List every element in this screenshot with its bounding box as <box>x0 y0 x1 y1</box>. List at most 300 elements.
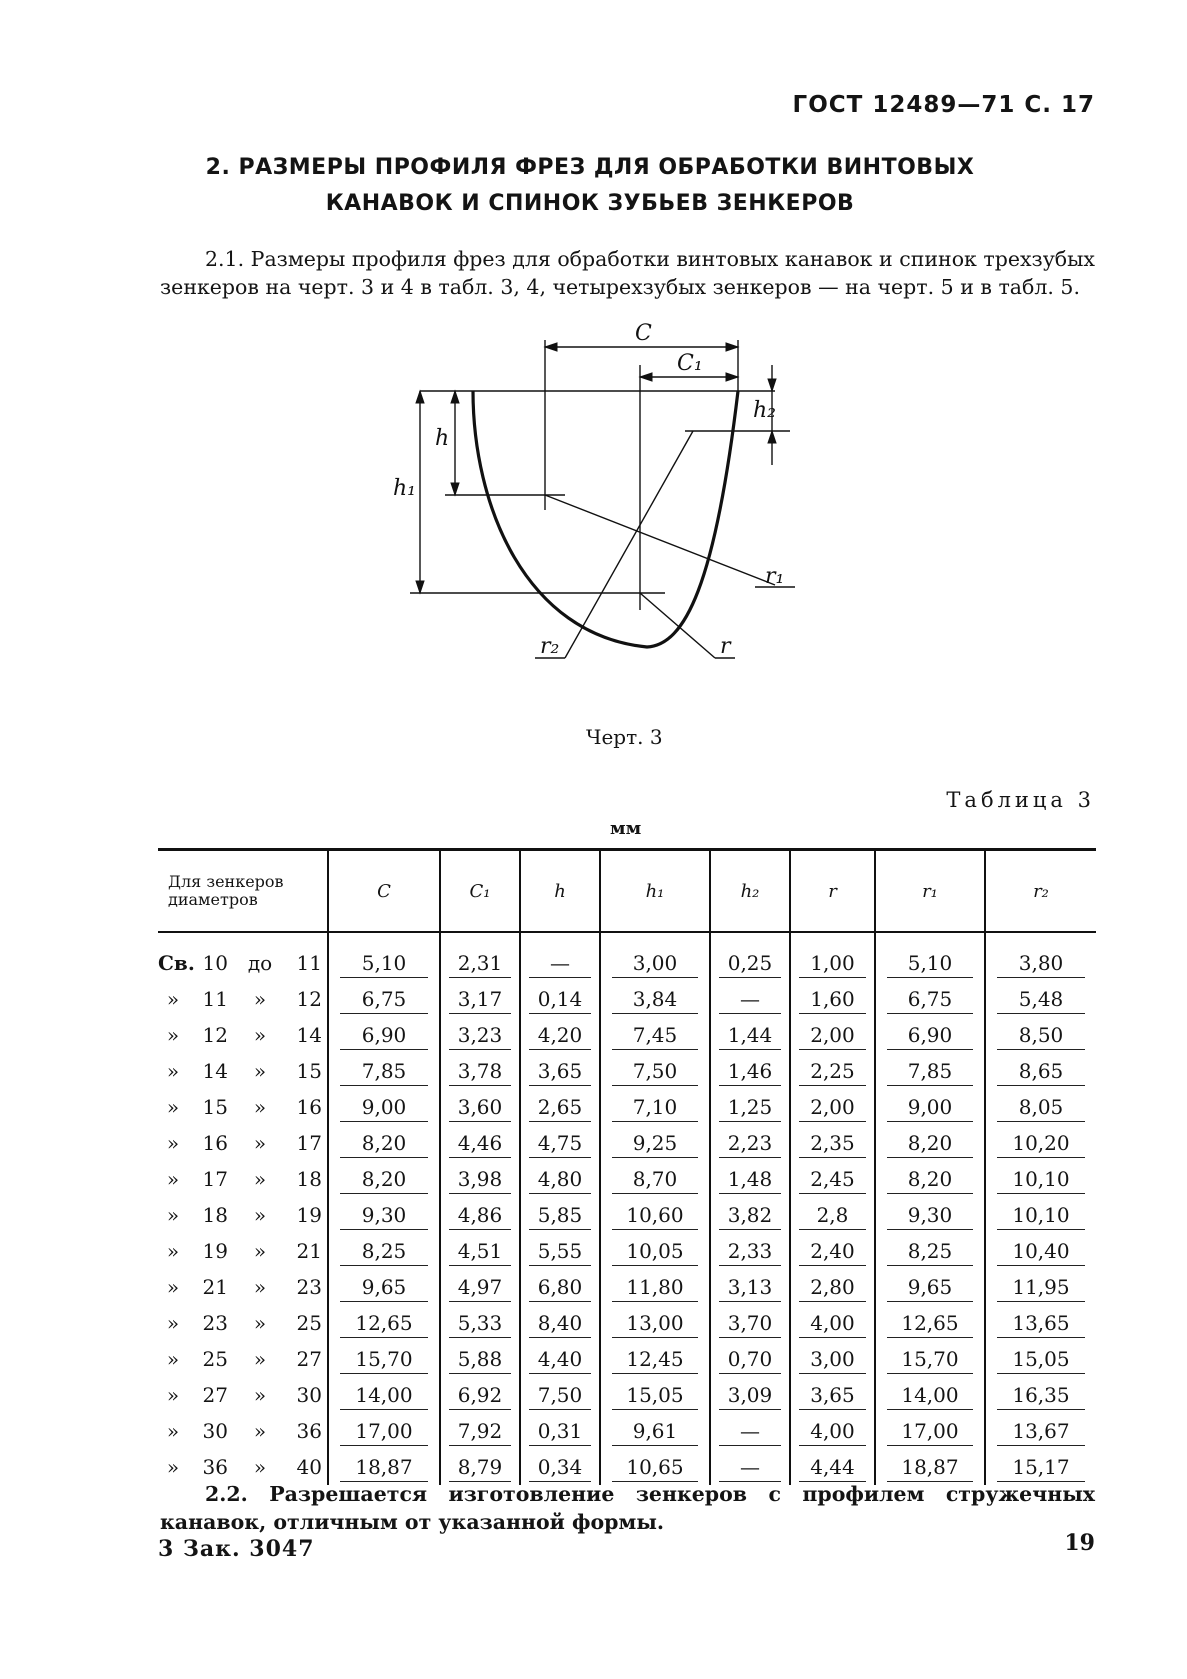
range-to: 21 <box>296 1239 322 1263</box>
range-sep: » <box>253 1455 267 1479</box>
print-order-code: 3 Зак. 3047 <box>158 1536 315 1562</box>
cell-value: 8,25 <box>340 1237 428 1266</box>
cell-r1 <box>875 981 985 1017</box>
r2-radius-line <box>565 431 693 658</box>
section-title-line-2: КАНАВОК И СПИНОК ЗУБЬЕВ ЗЕНКЕРОВ <box>325 191 855 216</box>
cell-r2 <box>985 1341 1096 1377</box>
range-prefix: » <box>166 1023 180 1047</box>
table-row <box>158 1269 1096 1305</box>
cell-r <box>790 1017 875 1053</box>
cell-r2 <box>985 1125 1096 1161</box>
range-from: 14 <box>202 1059 228 1083</box>
cell-r1 <box>875 1053 985 1089</box>
table-header-row <box>158 850 1096 933</box>
cell-h1 <box>600 1341 710 1377</box>
table-row <box>158 1377 1096 1413</box>
cell-value: 5,85 <box>529 1201 591 1230</box>
table-row <box>158 1305 1096 1341</box>
range-to: 14 <box>296 1023 322 1047</box>
cell-r1 <box>875 1377 985 1413</box>
cell-value: 8,20 <box>340 1129 428 1158</box>
cell-value: 2,65 <box>529 1093 591 1122</box>
cell-value: 3,78 <box>449 1057 511 1086</box>
cell-value: 2,00 <box>799 1093 865 1122</box>
diameter-range-label <box>158 1419 327 1443</box>
cell-value: 3,98 <box>449 1165 511 1194</box>
cell-c <box>328 1341 440 1377</box>
cell-value: 15,70 <box>887 1345 973 1374</box>
cell-c1 <box>440 1413 520 1449</box>
cell-h2 <box>710 1125 790 1161</box>
cell-c <box>328 1305 440 1341</box>
cell-r2 <box>985 1269 1096 1305</box>
range-from: 11 <box>202 987 228 1011</box>
range-to: 23 <box>296 1275 322 1299</box>
cell-value: 1,00 <box>799 949 865 978</box>
label-c: C <box>635 321 652 346</box>
cell-c1 <box>440 1233 520 1269</box>
range-from: 18 <box>202 1203 228 1227</box>
header-r1: r₁ <box>875 850 985 933</box>
cell-r <box>790 1053 875 1089</box>
cell-r1 <box>875 1269 985 1305</box>
cell-value: 5,55 <box>529 1237 591 1266</box>
table-body <box>158 932 1096 1485</box>
cell-h1 <box>600 1053 710 1089</box>
cell-value: 1,60 <box>799 985 865 1014</box>
cell-h2 <box>710 1233 790 1269</box>
range-from: 23 <box>202 1311 228 1335</box>
cell-value: 9,30 <box>887 1201 973 1230</box>
header-r2: r₂ <box>985 850 1096 933</box>
table-row <box>158 1161 1096 1197</box>
cell-h <box>520 1197 600 1233</box>
diameter-range-label <box>158 1023 327 1047</box>
header-diameter <box>158 850 328 933</box>
cell-value: 2,40 <box>799 1237 865 1266</box>
cell-value: 4,75 <box>529 1129 591 1158</box>
table-row <box>158 1017 1096 1053</box>
range-prefix: » <box>166 1383 180 1407</box>
cell-value: 14,00 <box>340 1381 428 1410</box>
cell-value: 8,65 <box>997 1057 1085 1086</box>
cell-value: 12,65 <box>887 1309 973 1338</box>
cell-value: 0,70 <box>719 1345 781 1374</box>
cell-value: 2,31 <box>449 949 511 978</box>
table-row <box>158 1233 1096 1269</box>
range-to: 19 <box>296 1203 322 1227</box>
cell-value: 5,10 <box>340 949 428 978</box>
cell-h2 <box>710 1089 790 1125</box>
diameter-range-label <box>158 1059 327 1083</box>
cell-h1 <box>600 1125 710 1161</box>
range-from: 16 <box>202 1131 228 1155</box>
cell-h2 <box>710 1269 790 1305</box>
cell-value: 11,80 <box>612 1273 698 1302</box>
cell-value: 5,48 <box>997 985 1085 1014</box>
cell-diameter-range <box>158 1161 328 1197</box>
cell-r2 <box>985 1161 1096 1197</box>
r1-radius-line <box>545 495 775 585</box>
range-prefix: Св. <box>158 951 195 975</box>
cell-value: 7,85 <box>887 1057 973 1086</box>
cell-c <box>328 1125 440 1161</box>
cell-value: 9,30 <box>340 1201 428 1230</box>
cell-value: 7,92 <box>449 1417 511 1446</box>
page-number: 19 <box>1064 1530 1095 1556</box>
range-from: 30 <box>202 1419 228 1443</box>
range-prefix: » <box>166 1239 180 1263</box>
cell-value: 2,8 <box>799 1201 865 1230</box>
range-prefix: » <box>166 1419 180 1443</box>
cell-c1 <box>440 1161 520 1197</box>
cell-r2 <box>985 1197 1096 1233</box>
cell-h2 <box>710 932 790 981</box>
cell-r1 <box>875 1341 985 1377</box>
cell-r1 <box>875 1233 985 1269</box>
cell-r1 <box>875 1305 985 1341</box>
range-prefix: » <box>166 987 180 1011</box>
cell-c <box>328 1161 440 1197</box>
cell-value: 8,70 <box>612 1165 698 1194</box>
cell-value: 4,00 <box>799 1417 865 1446</box>
cell-value: 2,45 <box>799 1165 865 1194</box>
range-from: 10 <box>202 951 228 975</box>
cell-diameter-range <box>158 1269 328 1305</box>
cell-value: — <box>719 1453 781 1482</box>
cell-r1 <box>875 1017 985 1053</box>
range-from: 36 <box>202 1455 228 1479</box>
table-row <box>158 1089 1096 1125</box>
cell-value: 10,20 <box>997 1129 1085 1158</box>
cell-c <box>328 1233 440 1269</box>
range-sep: до <box>247 951 273 975</box>
cell-value: 7,50 <box>529 1381 591 1410</box>
cell-r2 <box>985 1053 1096 1089</box>
cell-value: 3,00 <box>612 949 698 978</box>
cell-r1 <box>875 1089 985 1125</box>
cell-h <box>520 1233 600 1269</box>
range-prefix: » <box>166 1167 180 1191</box>
cell-h2 <box>710 1017 790 1053</box>
cell-diameter-range <box>158 1377 328 1413</box>
paragraph-2-1 <box>160 245 1095 301</box>
cell-value: 13,65 <box>997 1309 1085 1338</box>
cell-value: 2,33 <box>719 1237 781 1266</box>
cell-h2 <box>710 1341 790 1377</box>
range-to: 27 <box>296 1347 322 1371</box>
diameter-range-label <box>158 1095 327 1119</box>
paragraph-2-2-text: 2.2. Разрешается изготовление зенкеров с профилем стружечных канавок, отличным от указанной формы. <box>160 1482 1095 1534</box>
diameter-range-label <box>158 1131 327 1155</box>
cell-value: 4,20 <box>529 1021 591 1050</box>
range-prefix: » <box>166 1347 180 1371</box>
cell-diameter-range <box>158 981 328 1017</box>
cell-diameter-range <box>158 1089 328 1125</box>
cell-r2 <box>985 1305 1096 1341</box>
diameter-range-label <box>158 1383 327 1407</box>
cell-c <box>328 1413 440 1449</box>
label-r2: r₂ <box>540 634 560 659</box>
diameter-range-label <box>158 1167 327 1191</box>
cell-value: — <box>719 1417 781 1446</box>
cell-value: 3,60 <box>449 1093 511 1122</box>
cell-c <box>328 1053 440 1089</box>
cell-h <box>520 1053 600 1089</box>
cell-value: 8,50 <box>997 1021 1085 1050</box>
cell-value: 4,80 <box>529 1165 591 1194</box>
cell-value: 1,46 <box>719 1057 781 1086</box>
cell-h <box>520 932 600 981</box>
cell-h <box>520 1125 600 1161</box>
cell-value: 8,25 <box>887 1237 973 1266</box>
cell-c1 <box>440 1017 520 1053</box>
cell-value: 3,65 <box>799 1381 865 1410</box>
cell-value: 4,40 <box>529 1345 591 1374</box>
cell-value: 4,86 <box>449 1201 511 1230</box>
cell-value: 2,25 <box>799 1057 865 1086</box>
cell-value: 0,14 <box>529 985 591 1014</box>
cell-value: 4,97 <box>449 1273 511 1302</box>
cell-h1 <box>600 1413 710 1449</box>
cell-c1 <box>440 1053 520 1089</box>
cell-value: 3,23 <box>449 1021 511 1050</box>
table-units: мм <box>610 818 642 839</box>
cell-c <box>328 1017 440 1053</box>
header-diameter-line-2: диаметров <box>168 890 258 909</box>
range-to: 25 <box>296 1311 322 1335</box>
cell-value: 3,84 <box>612 985 698 1014</box>
label-c1: C₁ <box>677 351 703 376</box>
cell-value: 4,00 <box>799 1309 865 1338</box>
cell-r2 <box>985 1017 1096 1053</box>
cell-h2 <box>710 1161 790 1197</box>
cell-h <box>520 1413 600 1449</box>
header-h: h <box>520 850 600 933</box>
cell-c1 <box>440 1377 520 1413</box>
cell-value: — <box>529 949 591 978</box>
range-to: 30 <box>296 1383 322 1407</box>
cell-value: 5,33 <box>449 1309 511 1338</box>
cell-value: 9,65 <box>340 1273 428 1302</box>
cell-value: 8,20 <box>340 1165 428 1194</box>
table-row <box>158 1197 1096 1233</box>
cell-value: 6,75 <box>340 985 428 1014</box>
cell-value: 5,10 <box>887 949 973 978</box>
cell-c <box>328 981 440 1017</box>
range-from: 19 <box>202 1239 228 1263</box>
range-sep: » <box>253 1203 267 1227</box>
cell-value: 8,40 <box>529 1309 591 1338</box>
cell-value: 10,40 <box>997 1237 1085 1266</box>
cell-h2 <box>710 981 790 1017</box>
header-diameter-line-1: Для зенкеров <box>168 872 284 891</box>
cell-h <box>520 1305 600 1341</box>
label-r1: r₁ <box>765 564 785 589</box>
cell-r <box>790 1377 875 1413</box>
cell-h <box>520 1377 600 1413</box>
range-from: 17 <box>202 1167 228 1191</box>
cell-value: 10,05 <box>612 1237 698 1266</box>
diameter-range-label <box>158 1203 327 1227</box>
profile-diagram <box>393 321 840 715</box>
cell-c1 <box>440 1125 520 1161</box>
range-sep: » <box>253 1311 267 1335</box>
header-c1: C₁ <box>440 850 520 933</box>
cell-c <box>328 1269 440 1305</box>
cell-value: 14,00 <box>887 1381 973 1410</box>
range-sep: » <box>253 1059 267 1083</box>
cell-r2 <box>985 1089 1096 1125</box>
cell-value: 12,45 <box>612 1345 698 1374</box>
cell-value: 9,25 <box>612 1129 698 1158</box>
cell-h1 <box>600 1017 710 1053</box>
cell-value: 0,34 <box>529 1453 591 1482</box>
cell-c1 <box>440 1089 520 1125</box>
table-label: Таблица 3 <box>946 788 1095 812</box>
cell-r <box>790 1413 875 1449</box>
range-from: 27 <box>202 1383 228 1407</box>
cell-h1 <box>600 1089 710 1125</box>
diameter-range-label <box>158 951 327 975</box>
diameter-range-label <box>158 1347 327 1371</box>
cell-value: 7,10 <box>612 1093 698 1122</box>
cell-h2 <box>710 1197 790 1233</box>
cell-diameter-range <box>158 1413 328 1449</box>
cell-diameter-range <box>158 1305 328 1341</box>
paragraph-2-2 <box>160 1480 1095 1536</box>
range-sep: » <box>253 1239 267 1263</box>
cell-r <box>790 1197 875 1233</box>
cell-diameter-range <box>158 1233 328 1269</box>
cell-h1 <box>600 1377 710 1413</box>
label-h1: h₁ <box>393 476 416 501</box>
cell-value: 3,13 <box>719 1273 781 1302</box>
cell-h2 <box>710 1053 790 1089</box>
page-header: ГОСТ 12489—71 С. 17 <box>792 92 1095 118</box>
cell-value: 15,70 <box>340 1345 428 1374</box>
cell-c1 <box>440 1341 520 1377</box>
range-from: 12 <box>202 1023 228 1047</box>
cell-value: 17,00 <box>340 1417 428 1446</box>
cell-r2 <box>985 932 1096 981</box>
cell-value: 1,25 <box>719 1093 781 1122</box>
cell-r <box>790 1089 875 1125</box>
cell-r1 <box>875 932 985 981</box>
cell-value: 9,00 <box>887 1093 973 1122</box>
cell-value: 12,65 <box>340 1309 428 1338</box>
cell-value: 4,44 <box>799 1453 865 1482</box>
cell-h1 <box>600 1161 710 1197</box>
cell-c <box>328 1089 440 1125</box>
range-sep: » <box>253 1275 267 1299</box>
cell-value: 15,05 <box>612 1381 698 1410</box>
cell-h <box>520 1269 600 1305</box>
cell-r2 <box>985 1233 1096 1269</box>
cell-value: 8,79 <box>449 1453 511 1482</box>
cell-r <box>790 1161 875 1197</box>
cell-c1 <box>440 1269 520 1305</box>
diameter-range-label <box>158 1239 327 1263</box>
cell-c1 <box>440 1305 520 1341</box>
range-to: 11 <box>296 951 322 975</box>
cell-value: 8,20 <box>887 1165 973 1194</box>
cell-value: 6,80 <box>529 1273 591 1302</box>
section-title-line-1: 2. РАЗМЕРЫ ПРОФИЛЯ ФРЕЗ ДЛЯ ОБРАБОТКИ ВИНТОВЫХ <box>205 155 975 180</box>
range-from: 25 <box>202 1347 228 1371</box>
range-to: 16 <box>296 1095 322 1119</box>
cell-value: 4,51 <box>449 1237 511 1266</box>
table-row <box>158 1053 1096 1089</box>
table-row <box>158 932 1096 981</box>
range-prefix: » <box>166 1311 180 1335</box>
range-from: 21 <box>202 1275 228 1299</box>
range-to: 12 <box>296 987 322 1011</box>
cell-r2 <box>985 1413 1096 1449</box>
table-row <box>158 981 1096 1017</box>
range-to: 36 <box>296 1419 322 1443</box>
range-sep: » <box>253 1383 267 1407</box>
paragraph-2-1-text: 2.1. Размеры профиля фрез для обработки винтовых канавок и спинок трехзубых зенкеров на черт. 3 и 4 в табл. 3, 4, четырехзубых зенкеров — на черт. 5 и в табл. 5. <box>160 247 1095 299</box>
cell-r <box>790 1341 875 1377</box>
range-prefix: » <box>166 1203 180 1227</box>
cell-value: 15,17 <box>997 1453 1085 1482</box>
diameter-range-label <box>158 1275 327 1299</box>
cell-r1 <box>875 1197 985 1233</box>
cell-value: 5,88 <box>449 1345 511 1374</box>
cell-c1 <box>440 1197 520 1233</box>
cell-value: 18,87 <box>887 1453 973 1482</box>
table-row <box>158 1341 1096 1377</box>
table-row <box>158 1413 1096 1449</box>
cell-h <box>520 1017 600 1053</box>
cell-value: 11,95 <box>997 1273 1085 1302</box>
cell-value: 18,87 <box>340 1453 428 1482</box>
cell-h1 <box>600 1197 710 1233</box>
cell-r2 <box>985 1377 1096 1413</box>
cell-value: 2,80 <box>799 1273 865 1302</box>
range-prefix: » <box>166 1455 180 1479</box>
cell-value: 10,65 <box>612 1453 698 1482</box>
cell-r1 <box>875 1125 985 1161</box>
cell-value: 7,50 <box>612 1057 698 1086</box>
cell-diameter-range <box>158 932 328 981</box>
cell-r <box>790 1233 875 1269</box>
cell-value: 3,17 <box>449 985 511 1014</box>
cell-value: 7,45 <box>612 1021 698 1050</box>
header-r: r <box>790 850 875 933</box>
cell-diameter-range <box>158 1017 328 1053</box>
label-r: r <box>720 634 731 659</box>
cell-value: 2,35 <box>799 1129 865 1158</box>
range-sep: » <box>253 1419 267 1443</box>
header-h2: h₂ <box>710 850 790 933</box>
cell-c <box>328 932 440 981</box>
cell-r <box>790 1269 875 1305</box>
cell-value: 13,00 <box>612 1309 698 1338</box>
diameter-range-label <box>158 1455 327 1479</box>
range-to: 40 <box>296 1455 322 1479</box>
cell-value: 2,00 <box>799 1021 865 1050</box>
cell-value: 8,20 <box>887 1129 973 1158</box>
cell-value: 16,35 <box>997 1381 1085 1410</box>
cell-value: 3,65 <box>529 1057 591 1086</box>
cell-diameter-range <box>158 1053 328 1089</box>
cell-h <box>520 981 600 1017</box>
cell-value: 9,65 <box>887 1273 973 1302</box>
cell-h <box>520 1089 600 1125</box>
cell-h1 <box>600 1305 710 1341</box>
